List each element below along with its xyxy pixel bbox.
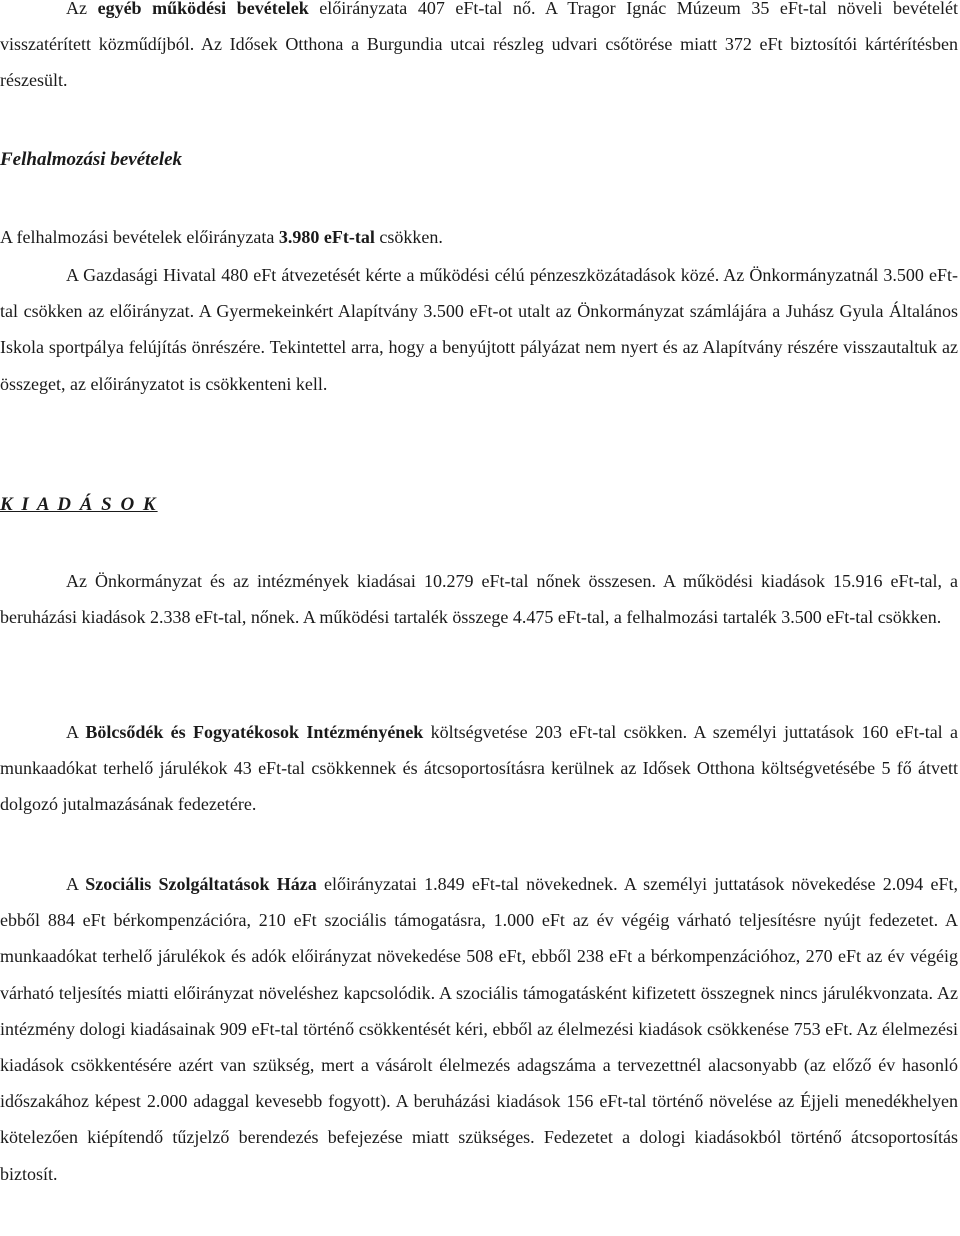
paragraph-szocialis-szolgaltatasok: A Szociális Szolgáltatások Háza előirányzatai 1.849 eFt-tal növekednek. A személyi juttatások növekedése 2.094 eFt, ebből 884 eFt bérkompenzációra, 210 eFt szociális támogatásra, 1.000 eFt az év végéig várható teljesítésre nyújt fedezetet. A munkaadókat terhelő járulékok és adók előirányzat növekedése 508 eFt, ebből 238 eFt a bérkompenzációhoz, 270 eFt az év végéig várható teljesítés miatti előirányzat növeléshez kapcsolódik. A szociális támogatásként kifizetett összegnek nincs járulékvonzata. Az intézmény dologi kiadásainak 909 eFt-tal történő csökkentését kéri, ebből az élelmezési kiadások csökkenése 753 eFt. Az élelmezési kiadások csökkentésére azért van szükség, mert a vásárolt élelmezés adagszáma a tervezettnél alacsonyabb (az előző év hasonló időszakához képest 2.000 adaggal kevesebb fogyott). A beruházási kiadások 156 eFt-tal történő növelése az Éjjeli menedékhelyen kötelezően kiépítendő tűzjelző berendezés befejezése miatt szükséges. Fedezetet a dologi kiadásokból történő átcsoportosítás biztosít. bbox=[0, 874, 958, 1184]
bold-szocialis-szolgaltatasok-haza: Szociális Szolgáltatások Háza bbox=[85, 874, 317, 894]
paragraph-felhalmozasi-eloiranyzat: A felhalmozási bevételek előirányzata 3.980 eFt-tal csökken. bbox=[0, 227, 443, 247]
paragraph-egyeb-bevetelek: Az egyéb működési bevételek előirányzata 407 eFt-tal nő. A Tragor Ignác Múzeum 35 eFt-tal növeli bevételét visszatérített közműdíjból. Az Idősek Otthona a Burgundia utcai részleg udvari csőtörése miatt 372 eFt biztosítói kártérítésben részesült. bbox=[0, 0, 958, 91]
bold-bolcsodek-intezmeny: Bölcsődék és Fogyatékosok Intézményének bbox=[85, 722, 424, 742]
heading-felhalmozasi-bevetelek: Felhalmozási bevételek bbox=[0, 149, 183, 170]
bold-3980-eft: 3.980 eFt-tal bbox=[278, 227, 375, 247]
paragraph-bolcsodek: A Bölcsődék és Fogyatékosok Intézményének költségvetése 203 eFt-tal csökken. A személyi juttatások 160 eFt-tal a munkaadókat terhelő járulékok 43 eFt-tal csökkennek és átcsoportosításra kerülnek az Idősek Otthona költségvetésébe 5 fő átvett dolgozó jutalmazásának fedezetére. bbox=[0, 722, 958, 815]
heading-kiadasok: K I A D Á S O K bbox=[0, 494, 158, 515]
paragraph-kiadasok-osszesen: Az Önkormányzat és az intézmények kiadásai 10.279 eFt-tal nőnek összesen. A működési kiadások 15.916 eFt-tal, a beruházási kiadások 2.338 eFt-tal, nőnek. A működési tartalék összege 4.475 eFt-tal, a felhalmozási tartalék 3.500 eFt-tal csökken. bbox=[0, 571, 958, 628]
paragraph-gazdasagi-hivatal: A Gazdasági Hivatal 480 eFt átvezetését kérte a működési célú pénzeszközátadások közé. Az Önkormányzatnál 3.500 eFt-tal csökken az előirányzat. A Gyermekeinkért Alapítvány 3.500 eFt-ot utalt az Önkormányzat számlájára a Juhász Gyula Általános Iskola sportpálya felújítás önrészére. Tekintettel arra, hogy a benyújtott pályázat nem nyert és az Alapítvány részére visszautaltuk az összeget, az előirányzatot is csökkenteni kell. bbox=[0, 265, 958, 394]
bold-egyeb-mukodesi-bevetelek: egyéb működési bevételek bbox=[97, 0, 309, 18]
